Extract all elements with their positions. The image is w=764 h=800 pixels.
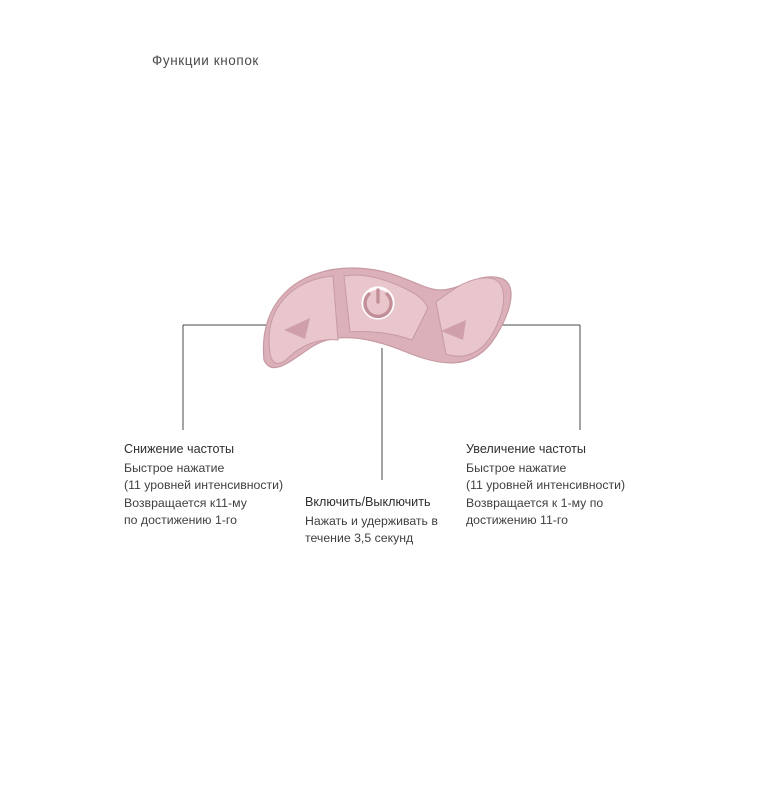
callout-right-heading: Увеличение частоты [466,442,586,456]
callout-power [305,494,470,548]
callout-left-line-2: (11 уровней интенсивности) [124,478,284,492]
callout-center-line-2: течение 3,5 секунд [305,531,414,545]
callout-center-heading: Включить/Выключить [305,495,431,509]
callout-right-line-3: Возвращается к 1-му по [466,495,604,510]
callout-center-line-1: Нажать и удерживать в [305,513,438,528]
callout-left-line-4: по достижению 1-го [124,513,237,527]
callout-right-line-1: Быстрое нажатие [466,460,567,475]
callout-right-line-4: достижению 11-го [466,513,568,527]
callout-left-line-3: Возвращается к11-му [124,495,247,510]
callout-right-line-2: (11 уровней интенсивности) [466,478,626,492]
callout-increase-frequency [466,441,666,530]
page-title: Функции кнопок [152,53,259,68]
callout-decrease-frequency [124,441,314,530]
callout-left-heading: Снижение частоты [124,442,235,456]
callout-left-line-1: Быстрое нажатие [124,460,225,475]
